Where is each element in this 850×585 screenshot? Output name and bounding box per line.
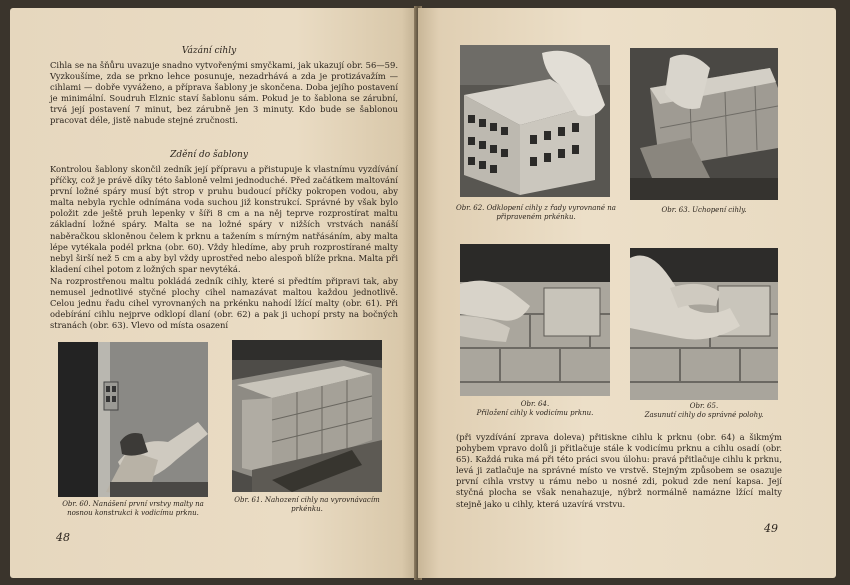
caption-obr-65-number: Obr. 65.	[689, 402, 719, 410]
caption-obr-60: Obr. 60. Nanášení první vrstvy malty na nosnou konstrukci k vodicímu prknu.	[62, 500, 204, 517]
photo-obr-63	[630, 48, 778, 200]
photo-obr-60	[58, 342, 208, 497]
caption-obr-63: Obr. 63. Uchopení cihly.	[661, 206, 747, 214]
page-number-right: 49	[764, 522, 778, 535]
caption-obr-65-text: Zasunutí cihly do správné polohy.	[644, 411, 764, 419]
photo-obr-64	[460, 244, 610, 396]
section-heading-zdeni: Zdění do šablony	[170, 150, 248, 160]
paragraph-vazani: Cihla se na šňůru uvazuje snadno vytvořenými smyčkami, jak ukazují obr. 56—59. Vyzkoušíme, zda se prkno lehce posunuje, nezadrhává a zda je protizávažím — cihlami — dobře vyváženo, a příprava šablony je skončena. Doba jejího postavení je minimální. Soudruh Elznic staví šablonu sám. Pokud je to šablona se zárubní, trvá její postavení 7 minut, bez zárubně jen 3 minuty. Kdo bude se šablonou pracovat déle, jistě nabude stejné zručnosti.	[50, 60, 398, 126]
caption-obr-62: Obr. 62. Odklopení cihly z řady vyrovnané na připraveném prkénku.	[456, 204, 616, 221]
caption-obr-64	[454, 400, 616, 418]
left-page	[10, 8, 418, 578]
caption-obr-64-text: Přiložení cihly k vodicímu prknu.	[476, 409, 594, 417]
caption-obr-64-number: Obr. 64.	[520, 400, 550, 408]
photo-obr-65	[630, 248, 778, 400]
photo-obr-61	[232, 340, 382, 492]
caption-obr-65	[624, 402, 784, 420]
section-heading-vazani: Vázání cihly	[181, 46, 237, 56]
right-page	[418, 8, 836, 578]
paragraph-zdeni: Kontrolou šablony skončil zedník její přípravu a přistupuje k vlastnímu vyzdívání příčky, což je právě díky této šabloně velmi jednoduché. Před začátkem maltování první ložné spáry musí být strop v pruhu budoucí příčky pokropen vodou, aby malta nebyla rychle odnímána voda suchou již konstrukcí. Správné by však bylo položit zde ještě pruh lepenky v šíři 8 cm a na něj teprve rozprostírat maltu základní ložné spáry. Malta se na ložné spáry v nižších vrstvách nanáší naběračkou skloněnou čelem k prknu a tažením s mírným natřásáním, aby malta lépe vytékala podél prkna (obr. 60). Vždy hledíme, aby pruh rozprostírané malty nebyl širší než 5 cm a aby byl vždy uprostřed nebo alespoň blíže prkna. Malta při kladení cihel potom z ložných spar nevytéká.	[50, 164, 398, 274]
photo-obr-62	[460, 45, 610, 197]
paragraph-prava-strana: (při vyzdívání zprava doleva) přitiskne cihlu k prknu (obr. 64) a šikmým pohybem vpravo dolů ji přitlačuje stále k vodicímu prknu a cihlu osadí (obr. 65). Každá ruka má při této práci svou úlohu: pravá přitlačuje cihlu k prknu, levá ji zatlačuje na správné místo ve vrstvě. Stejným způsobem se osazuje první cihla vrstvy u rámu nebo u nosné zdi, pokud zde není kapsa. Její styčná plocha se však nenahazuje, nýbrž normálně namázne lžící malty stejně jako u cihly, která uzavírá vrstvu.	[456, 432, 782, 509]
paragraph-rozprostrena-malta: Na rozprostřenou maltu pokládá zedník cihly, které si předtím připravi tak, aby nemusel jednotlivé styčné plochy cihel namazávat maltou každou jednotlivě. Celou jednu řadu cihel vyrovnaných na prkénku nahodí lžící malty (obr. 61). Při odebírání cihlu nejprve odklopí dlaní (obr. 62) a pak ji uchopí prsty na bočných stranách (obr. 63). Vlevo od místa osazení	[50, 276, 398, 331]
caption-obr-61: Obr. 61. Nahození cihly na vyrovnávacím prkénku.	[234, 496, 380, 513]
page-number-left: 48	[56, 531, 70, 544]
